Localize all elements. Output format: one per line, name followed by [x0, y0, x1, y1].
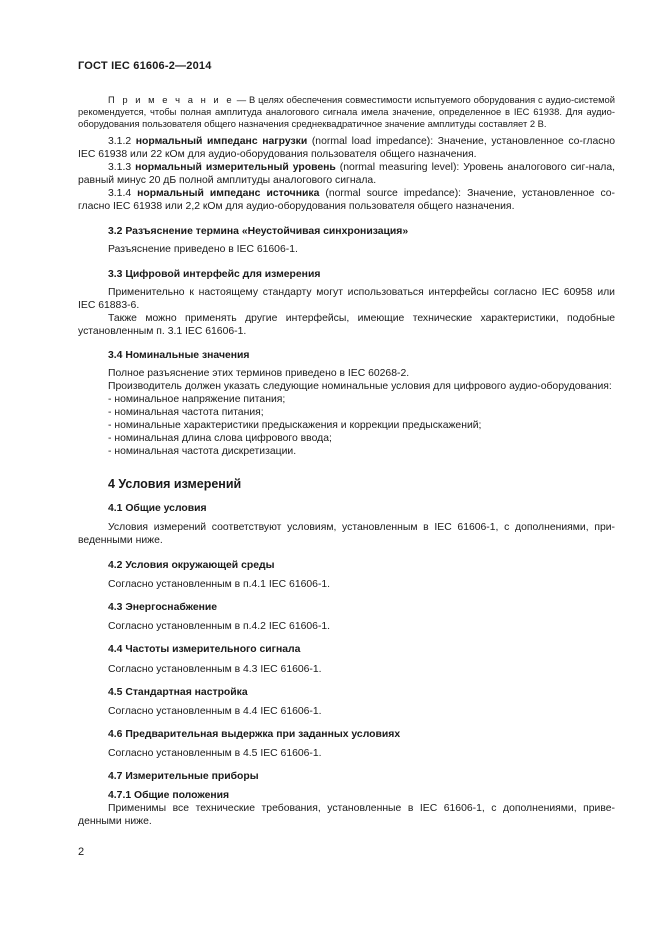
section-4-2	[78, 559, 615, 572]
chapter-heading: 4 Условия измерений	[108, 477, 242, 491]
section-heading: 4.3 Энергоснабжение	[108, 602, 218, 613]
def-term: нормальный измерительный уровень	[135, 162, 336, 173]
def-text: (normal source impedance): Значение, установленное со-гласно IEC 61938 или 2,2 кОм для аудио-оборудования пользователя общего назначения.	[78, 188, 616, 212]
section-heading: 3.3 Цифровой интерфейс для измерения	[108, 269, 321, 280]
section-4-5	[78, 686, 615, 699]
paragraph: Разъяснение приведено в IEC 61606-1.	[108, 244, 298, 255]
list-item: - номинальная частота дискретизации.	[108, 446, 297, 457]
section-3-2	[78, 225, 615, 238]
section-heading: 3.4 Номинальные значения	[108, 350, 250, 361]
section-heading: 4.1 Общие условия	[108, 503, 207, 514]
section-heading: 4.5 Стандартная настройка	[108, 687, 248, 698]
paragraph: Согласно установленным в 4.4 IEC 61606-1.	[108, 706, 322, 717]
section-3-3-body	[78, 286, 615, 338]
paragraph: Применительно к настоящему стандарту могут использоваться интерфейсы согласно IEC 60958 или IEC 61883-6.	[78, 287, 615, 311]
paragraph: Полное разъяснение этих терминов приведено в IEC 60268-2.	[108, 368, 410, 379]
section-4-6	[78, 728, 615, 741]
section-4-3-body	[78, 620, 615, 633]
definitions-block	[78, 135, 615, 213]
note-text: — В целях обеспечения совместимости испытуемого оборудования с аудио-системой рекомендуется, чтобы полная амплитуда аналогового сигнала имела значение, определенное в IEC 61938. Для аудио-оборудования пользователя общего назначения среднеквадратичное значение амплитуды составляет 2 В.	[78, 94, 615, 129]
list-item: - номинальные характеристики предыскажения и коррекции предыскажений;	[108, 420, 482, 431]
section-4-5-body	[78, 705, 615, 718]
section-heading: 4.6 Предварительная выдержка при заданных условиях	[108, 729, 401, 740]
definition-3-1-2	[78, 135, 615, 161]
section-heading: 3.2 Разъяснение термина «Неустойчивая синхронизация»	[108, 226, 409, 237]
paragraph: Согласно установленным в п.4.2 IEC 61606-1.	[108, 621, 331, 632]
paragraph: Согласно установленным в 4.5 IEC 61606-1.	[108, 748, 322, 759]
section-3-4-body	[78, 367, 615, 458]
list-item: - номинальная длина слова цифрового ввода;	[108, 433, 332, 444]
list-item: - номинальная частота питания;	[108, 407, 264, 418]
paragraph: Также можно применять другие интерфейсы, имеющие технические характеристики, подобные установленным п. 3.1 IEC 61606-1.	[78, 313, 615, 337]
def-text: (normal load impedance): Значение, установленное со-гласно IEC 61938 или 22 кОм для аудио-оборудования пользователя общего назначения.	[78, 136, 615, 160]
section-heading: 4.4 Частоты измерительного сигнала	[108, 644, 301, 655]
def-number: 3.1.2	[108, 136, 136, 147]
definition-3-1-4	[78, 187, 615, 213]
paragraph: Условия измерений соответствуют условиям, установленным в IEC 61606-1, с дополнениями, при-веденными ниже.	[78, 522, 615, 546]
list-item: - номинальное напряжение питания;	[108, 394, 286, 405]
def-number: 3.1.3	[108, 162, 136, 173]
definition-3-1-3	[78, 161, 615, 187]
def-term: нормальный импеданс нагрузки	[135, 136, 308, 147]
section-4-7	[78, 770, 615, 783]
def-term: нормальный импеданс источника	[137, 188, 320, 199]
def-number: 3.1.4	[108, 188, 138, 199]
section-4-1	[78, 502, 615, 515]
section-4-6-body	[78, 747, 615, 760]
section-3-3	[78, 268, 615, 281]
section-4-1-body	[78, 521, 615, 547]
paragraph: Применимы все технические требования, установленные в IEC 61606-1, с дополнениями, приве-денными ниже.	[78, 803, 615, 827]
section-heading: 4.2 Условия окружающей среды	[108, 560, 275, 571]
note-block	[78, 94, 615, 130]
section-4-4-body	[78, 663, 615, 676]
section-3-2-body	[78, 243, 615, 256]
paragraph: Производитель должен указать следующие номинальные условия для цифрового аудио-оборудования:	[108, 381, 612, 392]
section-4-2-body	[78, 578, 615, 591]
section-heading: 4.7 Измерительные приборы	[108, 771, 259, 782]
section-heading: 4.7.1 Общие положения	[108, 790, 230, 801]
def-text: (normal measuring level): Уровень аналогового сиг-нала, равный минус 20 дБ полной амплитуды аналогового сигнала.	[78, 162, 615, 186]
note-paragraph	[78, 94, 615, 130]
section-4-7-1	[78, 789, 615, 828]
paragraph: Согласно установленным в 4.3 IEC 61606-1.	[108, 664, 322, 675]
section-3-4	[78, 349, 615, 362]
paragraph: Согласно установленным в п.4.1 IEC 61606-1.	[108, 579, 331, 590]
section-4-3	[78, 601, 615, 614]
section-4-4	[78, 643, 615, 656]
page-number: 2	[78, 846, 85, 858]
section-4	[78, 478, 615, 491]
note-label: П р и м е ч а н и е	[108, 94, 234, 105]
document-header: ГОСТ IEC 61606-2—2014	[78, 60, 212, 72]
